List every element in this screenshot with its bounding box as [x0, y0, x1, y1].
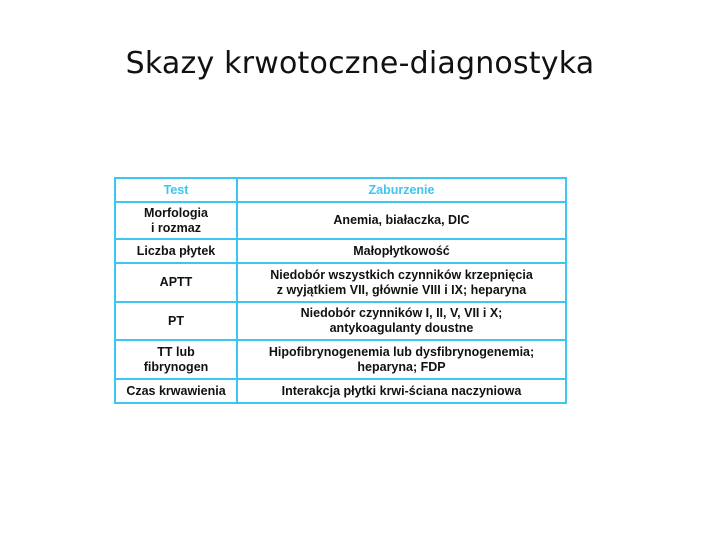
cell-line: Małopłytkowość — [353, 243, 450, 258]
cell-line: Liczba płytek — [136, 243, 216, 258]
test-cell — [115, 379, 237, 403]
table-row — [115, 202, 566, 239]
test-cell — [115, 340, 237, 379]
cell-line: Morfologia — [144, 205, 208, 220]
disorder-cell — [237, 202, 566, 239]
cell-line: Czas krwawienia — [126, 383, 226, 398]
cell-line: Niedobór czynników I, II, V, VII i X; — [300, 306, 503, 320]
cell-line: i rozmaz — [150, 220, 201, 235]
cell-line: TT lub — [157, 344, 195, 359]
disorder-cell — [237, 263, 566, 302]
disorder-cell — [237, 379, 566, 403]
cell-line: Niedobór wszystkich czynników krzepnięcia — [270, 267, 533, 282]
disorder-cell — [237, 239, 566, 263]
test-cell — [115, 202, 237, 239]
disorder-cell — [237, 302, 566, 340]
cell-line: heparyna; FDP — [357, 359, 446, 374]
cell-line: PT — [168, 313, 184, 328]
test-cell — [115, 263, 237, 302]
diagnostics-table — [114, 177, 567, 404]
cell-line: Anemia, białaczka, DIC — [333, 213, 470, 227]
cell-line: z wyjątkiem VII, głównie VIII i IX; heparyna — [276, 282, 527, 297]
table-row — [115, 340, 566, 379]
cell-line: Interakcja płytki krwi-ściana naczyniowa — [281, 383, 522, 398]
disorder-cell — [237, 340, 566, 379]
cell-line: APTT — [159, 275, 193, 289]
cell-line: antykoagulanty doustne — [329, 321, 474, 335]
test-cell — [115, 239, 237, 263]
slide-title: Skazy krwotoczne-diagnostyka — [125, 46, 595, 81]
cell-line: Hipofibrynogenemia lub dysfibrynogenemia; — [268, 344, 535, 359]
table-row — [115, 239, 566, 263]
table-row — [115, 379, 566, 403]
test-cell — [115, 302, 237, 340]
cell-line: fibrynogen — [143, 359, 209, 374]
header-disorder: Zaburzenie — [237, 178, 566, 202]
table-row — [115, 263, 566, 302]
header-test: Test — [115, 178, 237, 202]
table-header-row — [115, 178, 566, 202]
table-row — [115, 302, 566, 340]
